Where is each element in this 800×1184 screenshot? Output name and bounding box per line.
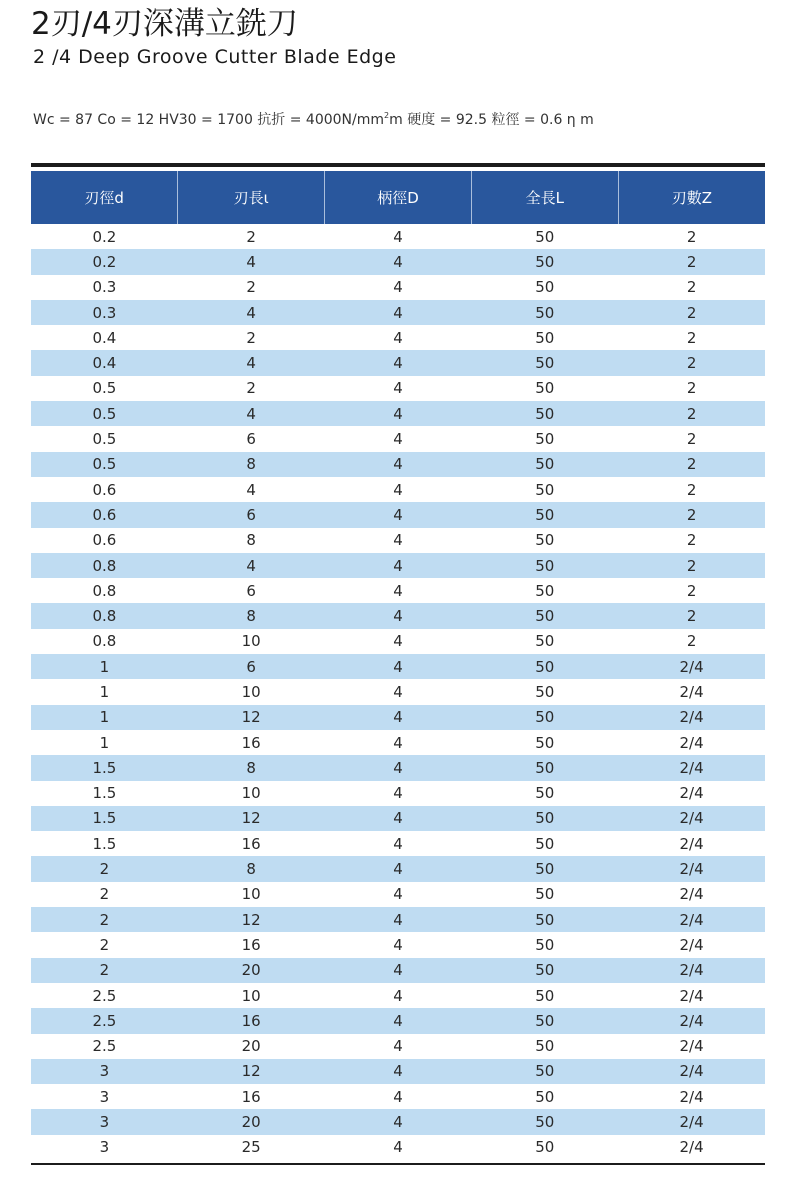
cell-flute-count: 2 <box>618 603 765 628</box>
column-header-shank-diameter: 柄徑D <box>325 171 472 224</box>
column-header-blade-diameter: 刃徑d <box>31 171 178 224</box>
cell-blade-diameter: 0.2 <box>31 249 178 274</box>
spec-table <box>31 171 765 1160</box>
table-row <box>31 452 765 477</box>
cell-overall-length: 50 <box>471 1135 618 1160</box>
cell-blade-length: 6 <box>178 654 325 679</box>
table-row <box>31 578 765 603</box>
cell-blade-diameter: 0.5 <box>31 426 178 451</box>
table-row <box>31 781 765 806</box>
cell-flute-count: 2/4 <box>618 983 765 1008</box>
table-row <box>31 1008 765 1033</box>
cell-overall-length: 50 <box>471 426 618 451</box>
table-row <box>31 528 765 553</box>
cell-flute-count: 2 <box>618 578 765 603</box>
cell-overall-length: 50 <box>471 679 618 704</box>
cell-blade-diameter: 1.5 <box>31 755 178 780</box>
cell-blade-length: 16 <box>178 831 325 856</box>
table-row <box>31 1135 765 1160</box>
cell-overall-length: 50 <box>471 882 618 907</box>
cell-blade-diameter: 0.6 <box>31 528 178 553</box>
table-row <box>31 477 765 502</box>
cell-overall-length: 50 <box>471 654 618 679</box>
cell-shank-diameter: 4 <box>325 452 472 477</box>
table-row <box>31 376 765 401</box>
cell-flute-count: 2/4 <box>618 806 765 831</box>
cell-shank-diameter: 4 <box>325 629 472 654</box>
table-row <box>31 856 765 881</box>
cell-shank-diameter: 4 <box>325 528 472 553</box>
cell-flute-count: 2/4 <box>618 730 765 755</box>
table-row <box>31 603 765 628</box>
cell-blade-length: 8 <box>178 856 325 881</box>
cell-flute-count: 2 <box>618 477 765 502</box>
cell-blade-diameter: 1 <box>31 654 178 679</box>
cell-overall-length: 50 <box>471 376 618 401</box>
cell-flute-count: 2/4 <box>618 932 765 957</box>
cell-shank-diameter: 4 <box>325 426 472 451</box>
cell-overall-length: 50 <box>471 806 618 831</box>
cell-blade-length: 12 <box>178 1059 325 1084</box>
cell-blade-length: 10 <box>178 629 325 654</box>
cell-shank-diameter: 4 <box>325 325 472 350</box>
cell-flute-count: 2/4 <box>618 907 765 932</box>
cell-blade-length: 12 <box>178 705 325 730</box>
cell-blade-diameter: 0.8 <box>31 603 178 628</box>
cell-blade-length: 10 <box>178 679 325 704</box>
cell-overall-length: 50 <box>471 1059 618 1084</box>
cell-overall-length: 50 <box>471 528 618 553</box>
cell-shank-diameter: 4 <box>325 730 472 755</box>
cell-blade-length: 6 <box>178 426 325 451</box>
table-row <box>31 325 765 350</box>
cell-overall-length: 50 <box>471 958 618 983</box>
cell-overall-length: 50 <box>471 477 618 502</box>
cell-blade-diameter: 0.6 <box>31 477 178 502</box>
cell-overall-length: 50 <box>471 1034 618 1059</box>
cell-blade-length: 16 <box>178 730 325 755</box>
column-header-blade-length: 刃長ι <box>178 171 325 224</box>
cell-blade-diameter: 2 <box>31 932 178 957</box>
cell-shank-diameter: 4 <box>325 932 472 957</box>
cell-shank-diameter: 4 <box>325 1008 472 1033</box>
cell-flute-count: 2/4 <box>618 1135 765 1160</box>
cell-blade-length: 16 <box>178 1084 325 1109</box>
cell-shank-diameter: 4 <box>325 856 472 881</box>
cell-blade-diameter: 1 <box>31 730 178 755</box>
cell-blade-length: 6 <box>178 502 325 527</box>
cell-flute-count: 2 <box>618 224 765 249</box>
cell-overall-length: 50 <box>471 907 618 932</box>
cell-shank-diameter: 4 <box>325 300 472 325</box>
cell-blade-diameter: 3 <box>31 1135 178 1160</box>
table-body <box>31 224 765 1160</box>
cell-overall-length: 50 <box>471 730 618 755</box>
table-row <box>31 654 765 679</box>
cell-shank-diameter: 4 <box>325 350 472 375</box>
cell-shank-diameter: 4 <box>325 1109 472 1134</box>
cell-blade-diameter: 0.8 <box>31 553 178 578</box>
cell-shank-diameter: 4 <box>325 781 472 806</box>
cell-blade-length: 4 <box>178 401 325 426</box>
cell-overall-length: 50 <box>471 275 618 300</box>
cell-blade-diameter: 0.2 <box>31 224 178 249</box>
cell-shank-diameter: 4 <box>325 275 472 300</box>
cell-flute-count: 2/4 <box>618 882 765 907</box>
cell-blade-length: 20 <box>178 1109 325 1134</box>
cell-blade-length: 20 <box>178 1034 325 1059</box>
cell-blade-length: 16 <box>178 1008 325 1033</box>
cell-overall-length: 50 <box>471 401 618 426</box>
cell-shank-diameter: 4 <box>325 578 472 603</box>
cell-flute-count: 2/4 <box>618 654 765 679</box>
cell-blade-diameter: 1.5 <box>31 806 178 831</box>
cell-blade-length: 16 <box>178 932 325 957</box>
table-row <box>31 1084 765 1109</box>
cell-overall-length: 50 <box>471 350 618 375</box>
cell-flute-count: 2 <box>618 426 765 451</box>
cell-overall-length: 50 <box>471 578 618 603</box>
cell-overall-length: 50 <box>471 1109 618 1134</box>
cell-blade-diameter: 3 <box>31 1059 178 1084</box>
cell-flute-count: 2/4 <box>618 856 765 881</box>
cell-shank-diameter: 4 <box>325 705 472 730</box>
cell-overall-length: 50 <box>471 755 618 780</box>
cell-shank-diameter: 4 <box>325 958 472 983</box>
table-row <box>31 300 765 325</box>
cell-flute-count: 2/4 <box>618 831 765 856</box>
cell-blade-diameter: 1.5 <box>31 781 178 806</box>
cell-flute-count: 2/4 <box>618 755 765 780</box>
cell-flute-count: 2/4 <box>618 679 765 704</box>
cell-blade-length: 4 <box>178 553 325 578</box>
cell-flute-count: 2 <box>618 275 765 300</box>
cell-blade-diameter: 0.8 <box>31 578 178 603</box>
cell-shank-diameter: 4 <box>325 654 472 679</box>
table-row <box>31 249 765 274</box>
cell-shank-diameter: 4 <box>325 882 472 907</box>
table-row <box>31 831 765 856</box>
cell-shank-diameter: 4 <box>325 1059 472 1084</box>
table-row <box>31 958 765 983</box>
cell-blade-length: 4 <box>178 477 325 502</box>
table-row <box>31 932 765 957</box>
cell-flute-count: 2 <box>618 528 765 553</box>
cell-overall-length: 50 <box>471 932 618 957</box>
table-row <box>31 755 765 780</box>
column-header-overall-length: 全長L <box>471 171 618 224</box>
cell-blade-diameter: 0.6 <box>31 502 178 527</box>
cell-blade-diameter: 2.5 <box>31 1008 178 1033</box>
cell-blade-diameter: 0.5 <box>31 376 178 401</box>
cell-shank-diameter: 4 <box>325 1034 472 1059</box>
cell-shank-diameter: 4 <box>325 249 472 274</box>
specs-prefix: Wc = 87 Co = 12 HV30 = 1700 抗折 = 4000N/mm <box>33 112 385 128</box>
cell-blade-diameter: 0.5 <box>31 401 178 426</box>
cell-shank-diameter: 4 <box>325 1135 472 1160</box>
cell-shank-diameter: 4 <box>325 1084 472 1109</box>
table-row <box>31 401 765 426</box>
cell-flute-count: 2/4 <box>618 958 765 983</box>
cell-overall-length: 50 <box>471 856 618 881</box>
cell-flute-count: 2/4 <box>618 1034 765 1059</box>
table-row <box>31 882 765 907</box>
table-row <box>31 679 765 704</box>
cell-blade-length: 12 <box>178 806 325 831</box>
cell-flute-count: 2 <box>618 502 765 527</box>
cell-shank-diameter: 4 <box>325 907 472 932</box>
cell-overall-length: 50 <box>471 1084 618 1109</box>
cell-flute-count: 2/4 <box>618 781 765 806</box>
cell-overall-length: 50 <box>471 249 618 274</box>
table-row <box>31 1034 765 1059</box>
cell-shank-diameter: 4 <box>325 755 472 780</box>
cell-blade-length: 4 <box>178 300 325 325</box>
cell-shank-diameter: 4 <box>325 224 472 249</box>
bottom-divider <box>31 1163 765 1165</box>
cell-flute-count: 2/4 <box>618 1059 765 1084</box>
table-row <box>31 350 765 375</box>
cell-blade-diameter: 2.5 <box>31 1034 178 1059</box>
cell-blade-length: 10 <box>178 983 325 1008</box>
cell-flute-count: 2 <box>618 553 765 578</box>
cell-flute-count: 2 <box>618 629 765 654</box>
cell-blade-length: 8 <box>178 755 325 780</box>
cell-blade-length: 2 <box>178 224 325 249</box>
cell-shank-diameter: 4 <box>325 477 472 502</box>
cell-shank-diameter: 4 <box>325 502 472 527</box>
page-subtitle: 2 /4 Deep Groove Cutter Blade Edge <box>33 46 397 68</box>
cell-overall-length: 50 <box>471 553 618 578</box>
cell-flute-count: 2 <box>618 300 765 325</box>
table-row <box>31 983 765 1008</box>
cell-shank-diameter: 4 <box>325 553 472 578</box>
cell-blade-length: 8 <box>178 603 325 628</box>
cell-blade-diameter: 0.8 <box>31 629 178 654</box>
material-specs <box>33 106 594 130</box>
cell-overall-length: 50 <box>471 831 618 856</box>
cell-shank-diameter: 4 <box>325 376 472 401</box>
table-row <box>31 806 765 831</box>
cell-blade-diameter: 2 <box>31 882 178 907</box>
column-header-flute-count: 刃數Z <box>618 171 765 224</box>
table-row <box>31 426 765 451</box>
cell-flute-count: 2 <box>618 452 765 477</box>
top-divider <box>31 163 765 167</box>
cell-blade-length: 4 <box>178 350 325 375</box>
cell-blade-diameter: 1 <box>31 705 178 730</box>
cell-flute-count: 2/4 <box>618 1109 765 1134</box>
table-row <box>31 730 765 755</box>
cell-shank-diameter: 4 <box>325 401 472 426</box>
cell-blade-diameter: 3 <box>31 1084 178 1109</box>
cell-overall-length: 50 <box>471 300 618 325</box>
cell-blade-diameter: 2 <box>31 856 178 881</box>
table-row <box>31 502 765 527</box>
cell-blade-diameter: 0.4 <box>31 350 178 375</box>
cell-shank-diameter: 4 <box>325 983 472 1008</box>
cell-blade-diameter: 1 <box>31 679 178 704</box>
cell-overall-length: 50 <box>471 629 618 654</box>
cell-blade-diameter: 0.3 <box>31 300 178 325</box>
cell-flute-count: 2/4 <box>618 1084 765 1109</box>
cell-blade-length: 4 <box>178 249 325 274</box>
cell-shank-diameter: 4 <box>325 679 472 704</box>
specs-superscript: 2 <box>384 111 390 120</box>
table-row <box>31 275 765 300</box>
cell-shank-diameter: 4 <box>325 603 472 628</box>
cell-flute-count: 2 <box>618 325 765 350</box>
cell-flute-count: 2/4 <box>618 705 765 730</box>
cell-blade-length: 6 <box>178 578 325 603</box>
table-row <box>31 705 765 730</box>
cell-blade-length: 8 <box>178 528 325 553</box>
cell-shank-diameter: 4 <box>325 831 472 856</box>
cell-blade-diameter: 0.4 <box>31 325 178 350</box>
table-row <box>31 553 765 578</box>
cell-blade-length: 10 <box>178 882 325 907</box>
cell-blade-length: 25 <box>178 1135 325 1160</box>
cell-flute-count: 2 <box>618 249 765 274</box>
cell-flute-count: 2/4 <box>618 1008 765 1033</box>
table-row <box>31 1109 765 1134</box>
table-header-row <box>31 171 765 224</box>
cell-blade-diameter: 3 <box>31 1109 178 1134</box>
specs-suffix: m 硬度 = 92.5 粒徑 = 0.6 η m <box>389 112 594 128</box>
cell-flute-count: 2 <box>618 401 765 426</box>
cell-overall-length: 50 <box>471 224 618 249</box>
table-row <box>31 1059 765 1084</box>
cell-blade-length: 12 <box>178 907 325 932</box>
table-row <box>31 224 765 249</box>
cell-shank-diameter: 4 <box>325 806 472 831</box>
cell-overall-length: 50 <box>471 325 618 350</box>
cell-blade-diameter: 0.3 <box>31 275 178 300</box>
cell-overall-length: 50 <box>471 1008 618 1033</box>
cell-flute-count: 2 <box>618 376 765 401</box>
cell-overall-length: 50 <box>471 603 618 628</box>
cell-overall-length: 50 <box>471 502 618 527</box>
cell-blade-diameter: 1.5 <box>31 831 178 856</box>
cell-blade-length: 2 <box>178 275 325 300</box>
cell-blade-length: 8 <box>178 452 325 477</box>
table-row <box>31 907 765 932</box>
cell-blade-diameter: 0.5 <box>31 452 178 477</box>
cell-flute-count: 2 <box>618 350 765 375</box>
cell-blade-diameter: 2 <box>31 958 178 983</box>
cell-blade-length: 10 <box>178 781 325 806</box>
cell-blade-length: 2 <box>178 325 325 350</box>
cell-overall-length: 50 <box>471 983 618 1008</box>
cell-blade-diameter: 2 <box>31 907 178 932</box>
cell-blade-length: 2 <box>178 376 325 401</box>
cell-blade-length: 20 <box>178 958 325 983</box>
cell-overall-length: 50 <box>471 705 618 730</box>
cell-blade-diameter: 2.5 <box>31 983 178 1008</box>
table-row <box>31 629 765 654</box>
cell-overall-length: 50 <box>471 781 618 806</box>
cell-overall-length: 50 <box>471 452 618 477</box>
page-title: 2刃/4刃深溝立銑刀 <box>31 6 298 42</box>
